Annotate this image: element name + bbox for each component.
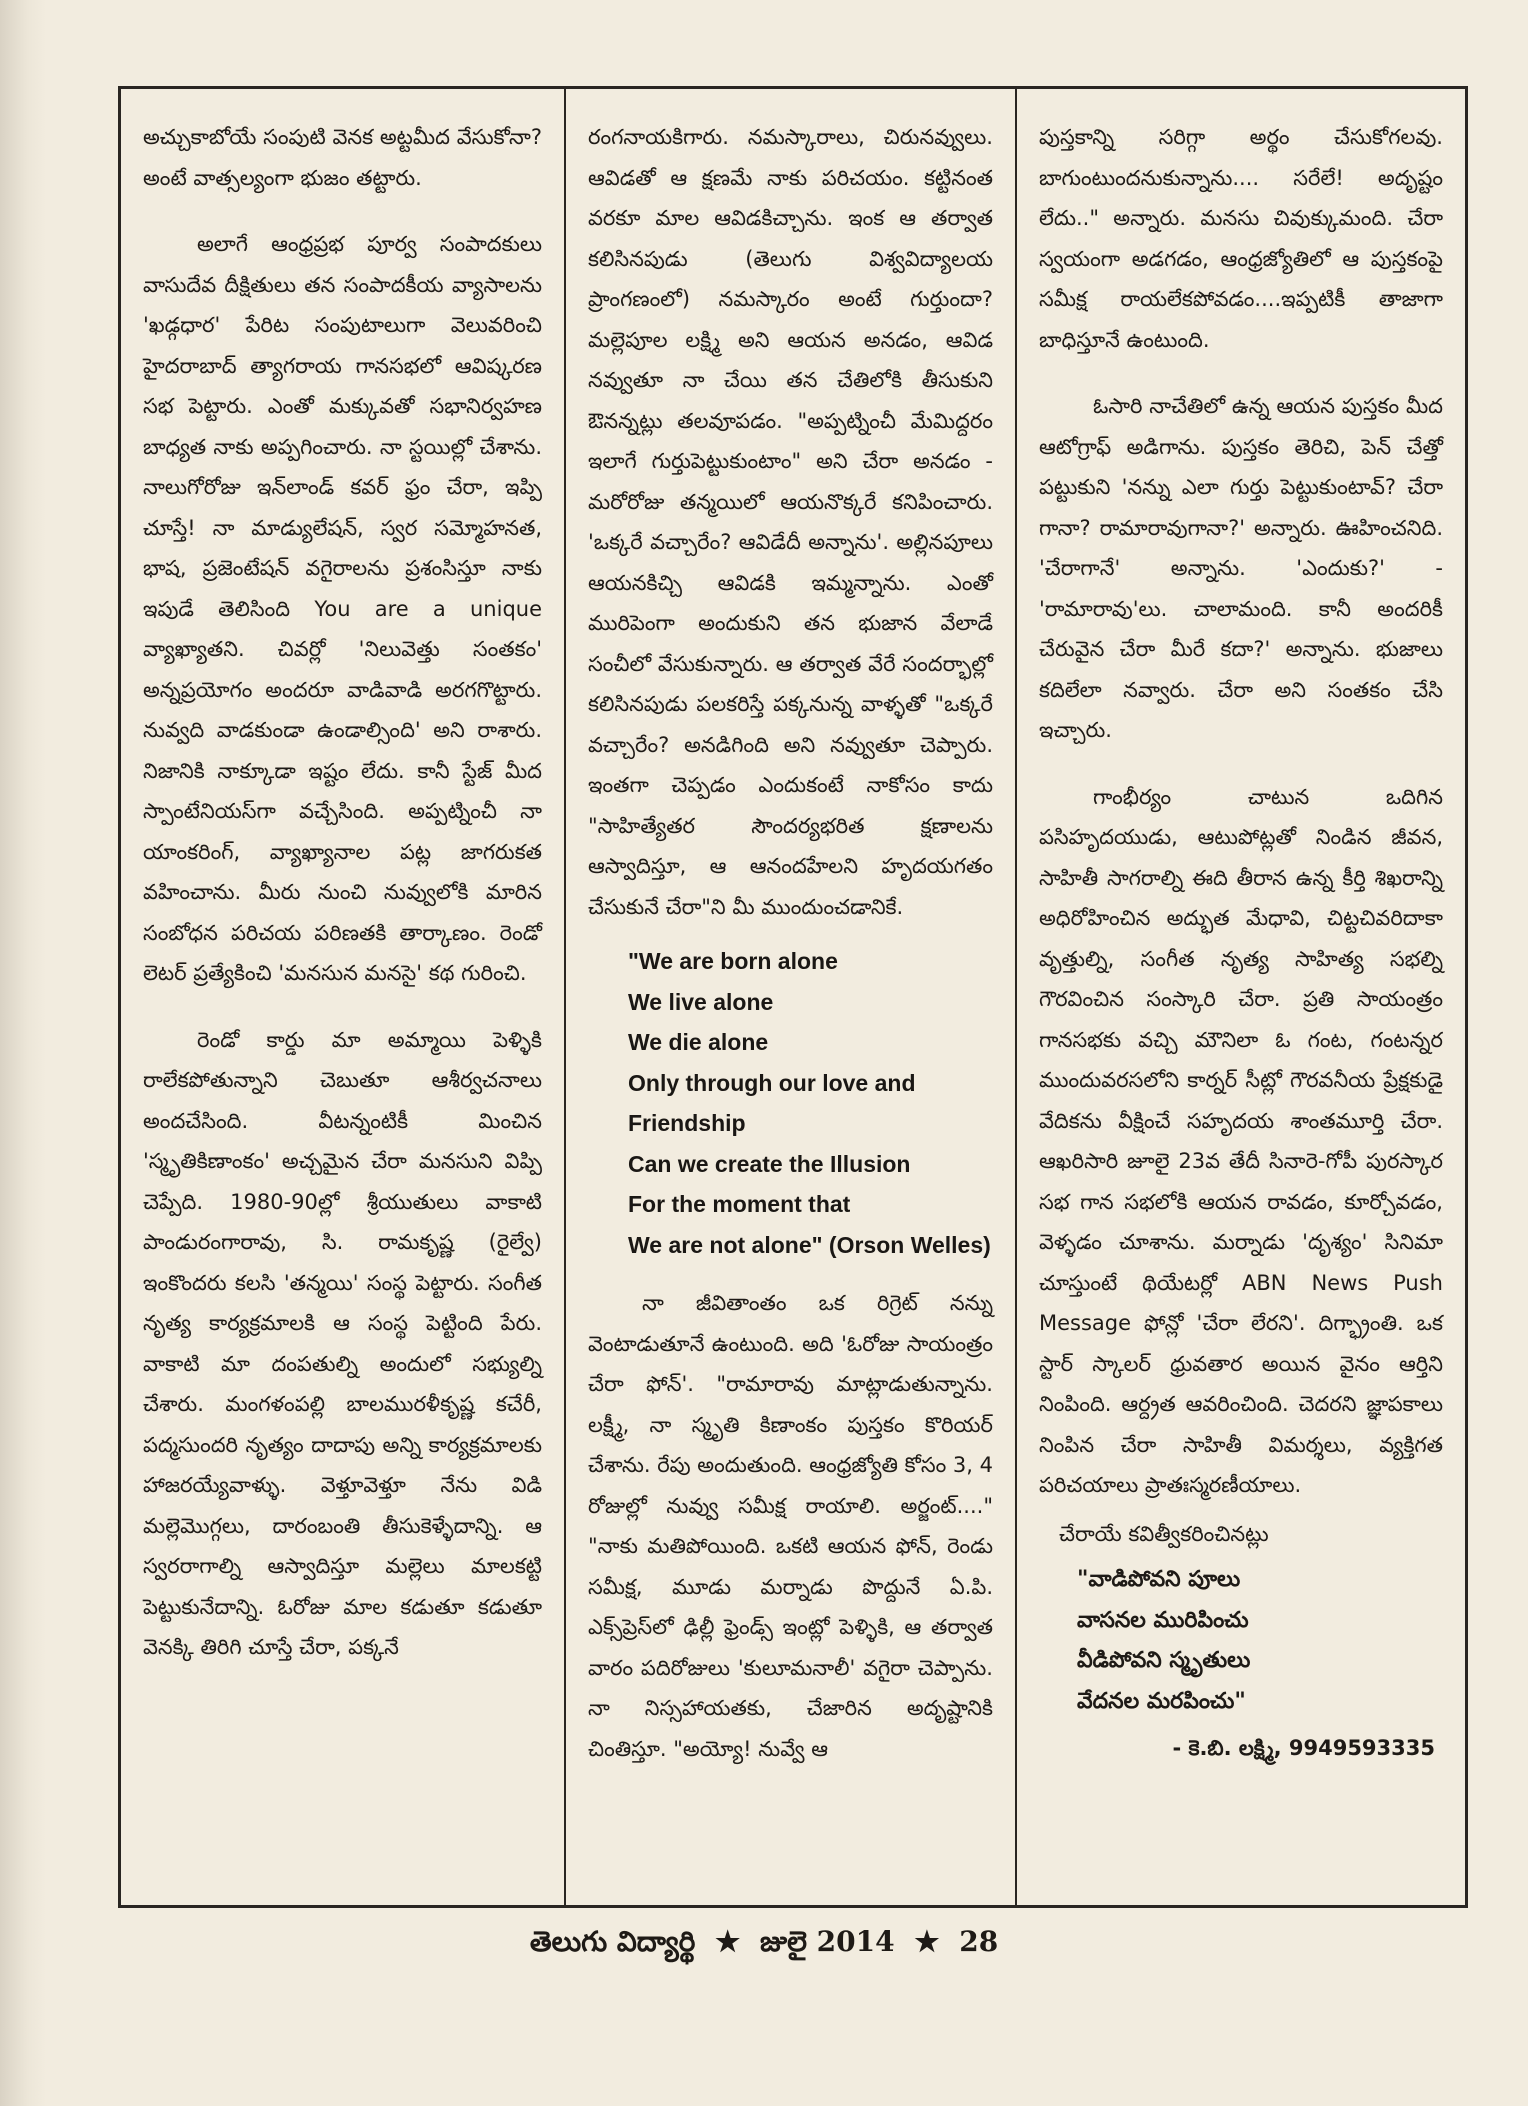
author-signature: - కె.బి. లక్ష్మి, 9949593335 [1172, 1736, 1435, 1760]
quote-line: We die alone [628, 1029, 769, 1055]
magazine-name: తెలుగు విద్యార్థి [529, 1925, 696, 1958]
paragraph-gap [1039, 360, 1443, 386]
closing-poem [1077, 1560, 1443, 1722]
column-1-paragraph-2: అలాగే ఆంధ్రప్రభ పూర్వ సంపాదకులు వాసుదేవ దీక్షితులు తన సంపాదకీయ వ్యాసాలను 'ఖడ్గధార' పేరిట సంపుటాలుగా వెలువరించి హైదరాబాద్ త్యాగరాయ గానసభలో ఆవిష్కరణ సభ పెట్టారు. ఎంతో మక్కువతో సభానిర్వహణ బాధ్యత నాకు అప్పగించారు. నా స్టయిల్లో చేశాను. నాలుగోరోజు ఇన్‌లాండ్ కవర్ ఫ్రం చేరా, ఇప్పి చూస్తే! నా మాడ్యులేషన్, స్వర సమ్మోహనత, భాష, ప్రజెంటేషన్ వగైరాలను ప్రశంసిస్తూ నాకు ఇపుడే తెలిసింది You are a unique వ్యాఖ్యాతని. చివర్లో 'నిలువెత్తు సంతకం' అన్నప్రయోగం అందరూ వాడివాడి అరగగొట్టారు. నువ్వది వాడకుండా ఉండాల్సింది' అని రాశారు. నిజానికి నాక్కూడా ఇష్టం లేదు. కానీ స్టేజ్ మీద స్పాంటేనియస్‌గా వచ్చేసింది. అప్పట్నించీ నా యాంకరింగ్, వ్యాఖ్యానాల పట్ల జాగరుకత వహించాను. మీరు నుంచి నువ్వులోకి మారిన సంబోధన పరిచయ పరిణతకి తార్కాణం. రెండో లెటర్ ప్రత్యేకించి 'మనసున మనసై' కథ గురించి. [143, 232, 542, 985]
page-edge-shadow [0, 0, 46, 2106]
poem-line: "వాడిపోవని పూలు [1077, 1567, 1241, 1592]
column-3-paragraph-3: గాంభీర్యం చాటున ఒదిగిన పసిహృదయుడు, ఆటుపోట్లతో నిండిన జీవన, సాహితీ సాగరాల్ని ఈది తీరాన ఉన్న కీర్తి శిఖరాన్ని అధిరోహించిన అద్భుత మేధావి, చిట్టచివరిదాకా వృత్తుల్ని, సంగీత నృత్య సాహిత్య సభల్ని గౌరవించిన సంస్కారి చేరా. ప్రతి సాయంత్రం గానసభకు వచ్చి మౌనిలా ఓ గంట, గంటన్నర ముందువరసలోని కార్నర్ సీట్లో గౌరవనీయ ప్రేక్షకుడై వేదికను వీక్షించే సహృదయ శాంతమూర్తి చేరా. ఆఖరిసారి జూలై 23వ తేదీ సినారె-గోపీ పురస్కార సభ గాన సభలోకి ఆయన రావడం, కూర్చోవడం, వెళ్ళడం చూశాను. మర్నాడు 'దృశ్యం' సినిమా చూస్తుంటే థియేటర్లో ABN News Push Message ఫోన్లో 'చేరా లేరని'. దిగ్భ్రాంతి. ఒక స్టార్ స్కాలర్ ధ్రువతార అయిన వైనం ఆర్తిని నింపింది. ఆర్ద్రత ఆవరించింది. చెదరని జ్ఞాపకాలు నింపిన చేరా సాహితీ విమర్శలు, వ్యక్తిగత పరిచయాలు ప్రాతఃస్మరణీయాలు. [1039, 784, 1443, 1497]
page-number: 28 [959, 1925, 999, 1958]
column-1-paragraph-1: అచ్చుకాబోయే సంపుటి వెనక అట్టమీద వేసుకోనా? అంటే వాత్సల్యంగా భుజం తట్టారు. [143, 125, 542, 190]
column-1-paragraph-3: రెండో కార్డు మా అమ్మాయి పెళ్ళికి రాలేకపోతున్నాని చెబుతూ ఆశీర్వచనాలు అందచేసింది. వీటన్నంటికీ మించిన 'స్మృతికిణాంకం' అచ్చమైన చేరా మనసుని విప్పి చెప్పేది. 1980-90ల్లో శ్రీయుతులు వాకాటి పాండురంగారావు, సి. రామకృష్ణ (రైల్వే) ఇంకొందరు కలసి 'తన్మయి' సంస్థ పెట్టారు. సంగీత నృత్య కార్యక్రమాలకి ఆ సంస్థ పెట్టింది పేరు. వాకాటి మా దంపతుల్ని అందులో సభ్యుల్ని చేశారు. మంగళంపల్లి బాలమురళీకృష్ణ కచేరీ, పద్మసుందరి నృత్యం దాదాపు అన్ని కార్యక్రమాలకు హాజరయ్యేవాళ్ళు. వెళ్తూవెళ్తూ నేను విడి మల్లెమొగ్గలు, దారంబంతి తీసుకెళ్ళేదాన్ని. ఆ స్వరరాగాల్ని ఆస్వాదిస్తూ మల్లెలు మాలకట్టి పెట్టుకునేదాన్ని. ఓరోజు మాల కడుతూ కడుతూ వెనక్కి తిరిగి చూస్తే చేరా, పక్కనే [143, 1027, 542, 1659]
page-footer [0, 1925, 1528, 1965]
paragraph-gap [143, 994, 542, 1020]
column-2 [566, 89, 1017, 1905]
column-2-paragraph-2: నా జీవితాంతం ఒక రిగ్రెట్ నన్ను వెంటాడుతూనే ఉంటుంది. అది 'ఓరోజు సాయంత్రం చేరా ఫోన్'. "రామారావు మాట్లాడుతున్నాను. లక్ష్మీ, నా స్మృతి కిణాంకం పుస్తకం కొరియర్ చేశాను. రేపు అందుతుంది. ఆంధ్రజ్యోతి కోసం 3, 4 రోజుల్లో నువ్వు సమీక్ష రాయాలి. అర్జంట్...." "నాకు మతిపోయింది. ఒకటి ఆయన ఫోన్, రెండు సమీక్ష, మూడు మర్నాడు పొద్దునే ఏ.పి. ఎక్స్‌ప్రెస్‌లో ఢిల్లీ ఫ్రెండ్స్ ఇంట్లో పెళ్ళికి, ఆ తర్వాత వారం పదిరోజులు 'కులూమనాలీ' వగైరా చెప్పాను. నా నిస్సహాయతకు, చేజారిన అదృష్టానికి చింతిస్తూ. "అయ్యో! నువ్వే ఆ [588, 1291, 993, 1761]
column-3-paragraph-1: పుస్తకాన్ని సరిగ్గా అర్థం చేసుకోగలవు. బాగుంటుందనుకున్నాను.... సరేలే! అదృష్టం లేదు.." అన్నారు. మనసు చివుక్కుమంది. చేరా స్వయంగా అడగడం, ఆంధ్రజ్యోతిలో ఆ పుస్తకంపై సమీక్ష రాయలేకపోవడం....ఇప్పటికీ తాజాగా బాధిస్తూనే ఉంటుంది. [1039, 125, 1443, 352]
star-icon: ★ [914, 1925, 940, 1958]
orson-welles-quote [628, 941, 993, 1265]
issue-date: జులై 2014 [759, 1925, 895, 1958]
poem-line: వీడిపోవని స్మృతులు [1077, 1648, 1251, 1673]
quote-line: For the moment that [628, 1191, 851, 1217]
poem-intro: చేరాయే కవిత్వీకరించినట్లు [1059, 1521, 1269, 1546]
star-icon: ★ [715, 1925, 741, 1958]
article-frame [118, 86, 1468, 1908]
quote-line: We live alone [628, 988, 774, 1015]
column-3 [1017, 89, 1465, 1905]
column-2-paragraph-1: రంగనాయకిగారు. నమస్కారాలు, చిరునవ్వులు. ఆవిడతో ఆ క్షణమే నాకు పరిచయం. కట్టినంత వరకూ మాల ఆవిడకిచ్చాను. ఇంక ఆ తర్వాత కలిసినపుడు (తెలుగు విశ్వవిద్యాలయ ప్రాంగణంలో) నమస్కారం అంటే గుర్తుందా? మల్లెపూల లక్ష్మి అని ఆయన అనడం, ఆవిడ నవ్వుతూ నా చేయి తన చేతిలోకి తీసుకుని ఔనన్నట్లు తలవూపడం. "అప్పట్నించీ మేమిద్దరం ఇలాగే గుర్తుపెట్టుకుంటాం" అని చేరా అనడం - మరోరోజు తన్మయిలో ఆయనొక్కరే కనిపించారు. 'ఒక్కరే వచ్చారేం? ఆవిడేదీ అన్నాను'. అల్లినపూలు ఆయనకిచ్చి ఆవిడకి ఇమ్మన్నాను. ఎంతో మురిపెంగా అందుకుని తన భుజాన వేలాడే సంచీలో వేసుకున్నారు. ఆ తర్వాత వేరే సందర్భాల్లో కలిసినపుడు పలకరిస్తే పక్కనున్న వాళ్ళతో "ఒక్కరే వచ్చారేం? అనడిగింది అని నవ్వుతూ చెప్పారు. ఇంతగా చెప్పడం ఎందుకంటే నాకోసం కాదు "సాహిత్యేతర సౌందర్యభరిత క్షణాలను ఆస్వాదిస్తూ, ఆ ఆనందహేలని హృదయగతం చేసుకునే చేరా"ని మీ ముందుంచడానికే. [588, 125, 993, 919]
column-1 [121, 89, 566, 1905]
quote-line: Can we create the Illusion [628, 1150, 911, 1177]
poem-line: వాసనల మురిపించు [1077, 1607, 1249, 1633]
column-3-paragraph-2: ఓసారి నాచేతిలో ఉన్న ఆయన పుస్తకం మీద ఆటోగ్రాఫ్ అడిగాను. పుస్తకం తెరిచి, పెన్ చేత్తో పట్టుకుని 'నన్ను ఎలా గుర్తు పెట్టుకుంటావ్? చేరా గానా? రామారావుగానా?' అన్నారు. ఊహించనిది. 'చేరాగానే' అన్నాను. 'ఎందుకు?' - 'రామారావు'లు. చాలామంది. కానీ అందరికీ చేరువైన చేరా మీరే కదా?' అన్నాను. భుజాలు కదిలేలా నవ్వారు. చేరా అని సంతకం చేసి ఇచ్చారు. [1039, 394, 1443, 742]
quote-line: We are not alone" (Orson Welles) [628, 1231, 991, 1258]
paragraph-gap [1039, 751, 1443, 777]
quote-line: Only through our love and Friendship [628, 1069, 916, 1136]
paragraph-gap [143, 198, 542, 224]
poem-line: వేదనల మరపించు" [1077, 1688, 1246, 1714]
quote-line: "We are born alone [628, 948, 838, 974]
